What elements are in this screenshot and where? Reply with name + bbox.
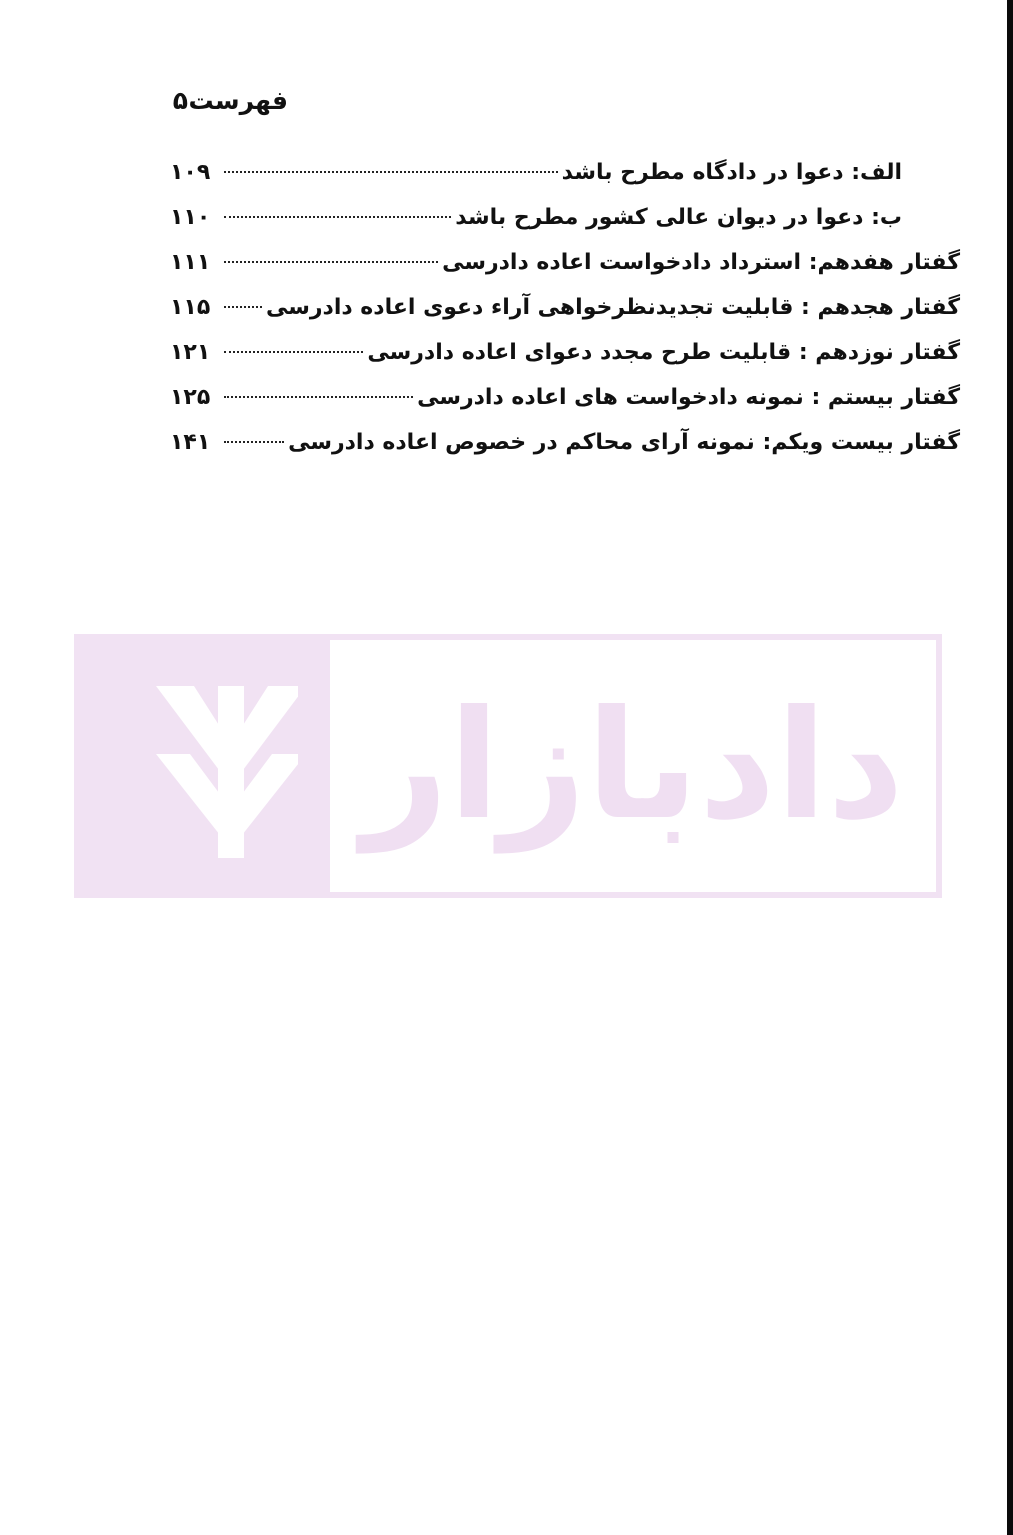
dot-leader	[224, 306, 262, 308]
dot-leader	[224, 351, 363, 353]
dot-leader	[224, 216, 451, 218]
toc-entry-label: گفتار بیستم : نمونه دادخواست های اعاده دادرسی	[417, 385, 960, 410]
toc-entry-page: ۱۲۵	[170, 385, 211, 410]
toc-entry-label: گفتار هفدهم: استرداد دادخواست اعاده دادرسی	[442, 250, 960, 275]
watermark-text: دادبازار	[361, 679, 905, 853]
toc-entry[interactable]	[170, 385, 960, 430]
toc-entry[interactable]	[170, 250, 960, 295]
toc-entry[interactable]	[170, 205, 960, 250]
page-number: ۵	[172, 86, 188, 115]
toc-entry-page: ۱۱۱	[170, 250, 211, 275]
toc-entry-label: گفتار بیست ویکم: نمونه آرای محاکم در خصوص اعاده دادرسی	[288, 430, 960, 455]
watermark-tree-logo-icon	[98, 634, 298, 898]
dot-leader	[224, 441, 284, 443]
watermark-banner	[74, 634, 942, 898]
toc-entry[interactable]	[170, 295, 960, 340]
dot-leader	[224, 171, 558, 173]
toc-entry[interactable]	[170, 430, 960, 475]
toc-entry-label: گفتار نوزدهم : قابلیت طرح مجدد دعوای اعاده دادرسی	[367, 340, 960, 365]
toc-entry[interactable]	[170, 340, 960, 385]
toc-entry-label: گفتار هجدهم : قابلیت تجدیدنظرخواهی آراء دعوی اعاده دادرسی	[265, 295, 960, 320]
toc-entry[interactable]	[170, 160, 960, 205]
dot-leader	[224, 396, 413, 398]
toc-entry-label: الف: دعوا در دادگاه مطرح باشد	[561, 160, 902, 185]
watermark-frame	[330, 640, 936, 892]
table-of-contents	[170, 160, 960, 475]
toc-entry-page: ۱۱۵	[170, 295, 211, 320]
page-header	[168, 86, 368, 126]
dot-leader	[224, 261, 438, 263]
toc-entry-label: ب: دعوا در دیوان عالی کشور مطرح باشد	[455, 205, 902, 230]
toc-entry-page: ۱۲۱	[170, 340, 211, 365]
toc-entry-page: ۱۴۱	[170, 430, 211, 455]
page-title: فهرست	[188, 86, 288, 115]
toc-entry-page: ۱۱۰	[170, 205, 211, 230]
toc-entry-page: ۱۰۹	[170, 160, 211, 185]
page-edge-bar	[1007, 0, 1013, 1535]
